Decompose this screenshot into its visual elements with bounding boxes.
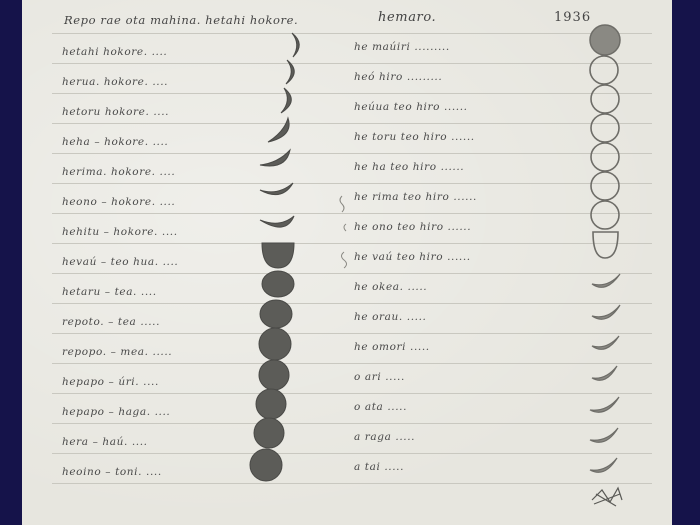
manuscript-page: [22, 0, 672, 525]
right-row-10: he orau. .....: [354, 311, 427, 323]
moon-left-14: [254, 418, 284, 448]
moon-right-1: [590, 25, 620, 55]
moon-left-7: [260, 216, 294, 227]
moon-left-4: [268, 118, 289, 142]
right-row-6: he rima teo hiro ......: [354, 191, 477, 203]
left-row-8: hevaú – teo hua. ....: [62, 256, 179, 268]
moon-left-6: [260, 183, 293, 195]
right-row-8: he vaú teo hiro ......: [354, 251, 471, 263]
left-row-11: repopo. – mea. .....: [62, 346, 173, 358]
moon-left-11: [259, 328, 291, 360]
moon-right-6: [591, 172, 619, 200]
moon-left-12: [259, 360, 289, 390]
left-row-14: hera – haú. ....: [62, 436, 148, 448]
left-row-2: herua. hokore. ....: [62, 76, 169, 88]
moon-left-13: [256, 389, 286, 419]
moon-right-11: [592, 336, 619, 349]
right-row-1: he maúiri .........: [354, 41, 450, 53]
right-row-12: o ari .....: [354, 371, 405, 383]
right-row-7: he ono teo hiro ......: [354, 221, 472, 233]
left-row-12: hepapo – úri. ....: [62, 376, 159, 388]
moon-left-9: [262, 271, 294, 297]
moon-right-13: [590, 397, 619, 412]
right-row-9: he okea. .....: [354, 281, 428, 293]
moon-right-15: [590, 458, 617, 472]
left-row-9: hetaru – tea. ....: [62, 286, 157, 298]
moon-left-1: [292, 33, 299, 57]
right-row-5: he ha teo hiro ......: [354, 161, 465, 173]
left-row-1: hetahi hokore. ....: [62, 46, 168, 58]
left-row-15: heoino – toni. ....: [62, 466, 162, 478]
moon-left-8: [262, 243, 294, 268]
moon-left-2: [286, 60, 294, 84]
left-row-4: heha – hokore. ....: [62, 136, 169, 148]
right-row-15: a tai .....: [354, 461, 405, 473]
moon-right-14: [590, 428, 618, 442]
header-left-title: Repo rae ota mahina. hetahi hokore.: [64, 13, 299, 27]
right-row-11: he omori .....: [354, 341, 430, 353]
moon-right-5: [591, 143, 619, 171]
moon-left-5: [260, 150, 290, 166]
moon-phase-drawings: [22, 0, 672, 525]
pencil-marks: [340, 196, 347, 268]
moon-right-7: [591, 201, 619, 229]
moon-left-3: [281, 88, 291, 113]
left-row-6: heono – hokore. ....: [62, 196, 176, 208]
moon-right-4: [591, 114, 619, 142]
right-row-4: he toru teo hiro ......: [354, 131, 475, 143]
left-row-10: repoto. – tea .....: [62, 316, 161, 328]
moon-left-15: [250, 449, 282, 481]
left-row-3: hetoru hokore. ....: [62, 106, 170, 118]
right-row-2: heó hiro .........: [354, 71, 443, 83]
moon-right-2: [590, 56, 618, 84]
moon-right-10: [592, 305, 620, 319]
left-row-7: hehitu – hokore. ....: [62, 226, 178, 238]
moon-right-8: [593, 232, 618, 258]
header-year: 1936: [554, 10, 592, 25]
left-row-5: herima. hokore. ....: [62, 166, 176, 178]
moon-right-3: [591, 85, 619, 113]
right-row-14: a raga .....: [354, 431, 416, 443]
right-row-13: o ata .....: [354, 401, 408, 413]
header-center-title: hemaro.: [378, 10, 437, 25]
left-row-13: hepapo – haga. ....: [62, 406, 171, 418]
moon-right-16: [592, 488, 622, 506]
moon-right-12: [592, 366, 617, 380]
moon-left-10: [260, 300, 292, 328]
right-row-3: heúua teo hiro ......: [354, 101, 468, 113]
moon-right-9: [592, 274, 620, 287]
